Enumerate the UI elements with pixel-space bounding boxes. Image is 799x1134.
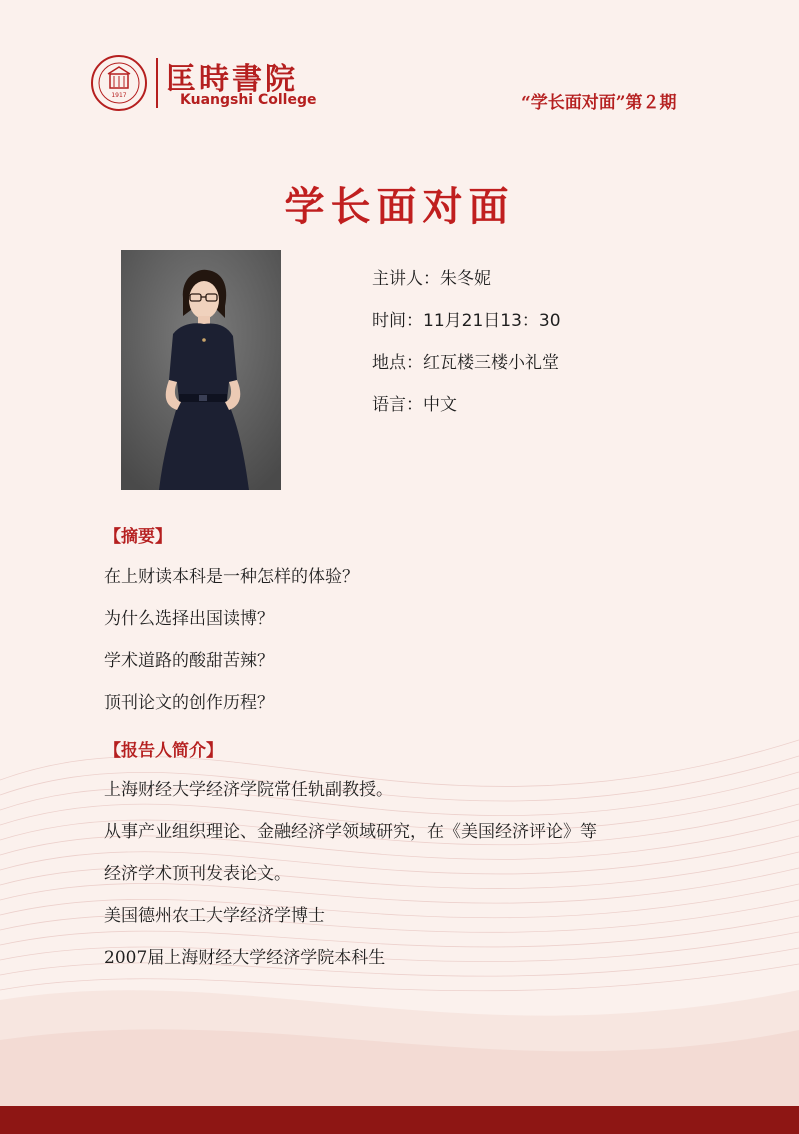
- speaker-line: 主讲人：朱冬妮: [372, 269, 491, 289]
- bio-item: 从事产业组织理论、金融经济学领域研究，在《美国经济评论》等: [104, 822, 597, 842]
- footer-bar: [0, 1106, 799, 1134]
- abstract-list: [104, 564, 359, 732]
- college-seal-icon: [90, 54, 148, 112]
- issue-number: “学长面对面”第２期: [521, 93, 677, 113]
- bio-heading: 【报告人简介】: [104, 741, 223, 761]
- abstract-item: 为什么选择出国读博？: [104, 609, 274, 629]
- page-title: 学长面对面: [284, 183, 515, 230]
- abstract-heading: 【摘要】: [104, 527, 172, 547]
- logo-english-name: Kuangshi College: [180, 92, 317, 108]
- logo-chinese-name: 匡時書院: [166, 62, 298, 97]
- event-info: [372, 266, 561, 434]
- bio-item: 2007届上海财经大学经济学院本科生: [104, 948, 386, 968]
- time-line: 时间：11月21日13：30: [372, 311, 561, 331]
- abstract-item: 顶刊论文的创作历程？: [104, 693, 274, 713]
- language-line: 语言：中文: [372, 395, 457, 415]
- bio-item: 美国德州农工大学经济学博士: [104, 906, 325, 926]
- seal-year: 1917: [111, 92, 127, 99]
- college-logo: [90, 52, 317, 114]
- location-line: 地点：红瓦楼三楼小礼堂: [372, 353, 559, 373]
- abstract-item: 在上财读本科是一种怎样的体验？: [104, 567, 359, 587]
- bio-item: 经济学术顶刊发表论文。: [104, 864, 291, 884]
- bio-list: [104, 777, 597, 987]
- abstract-item: 学术道路的酸甜苦辣？: [104, 651, 274, 671]
- speaker-photo: [121, 250, 281, 490]
- bio-item: 上海财经大学经济学院常任轨副教授。: [104, 780, 393, 800]
- logo-divider: [156, 58, 158, 108]
